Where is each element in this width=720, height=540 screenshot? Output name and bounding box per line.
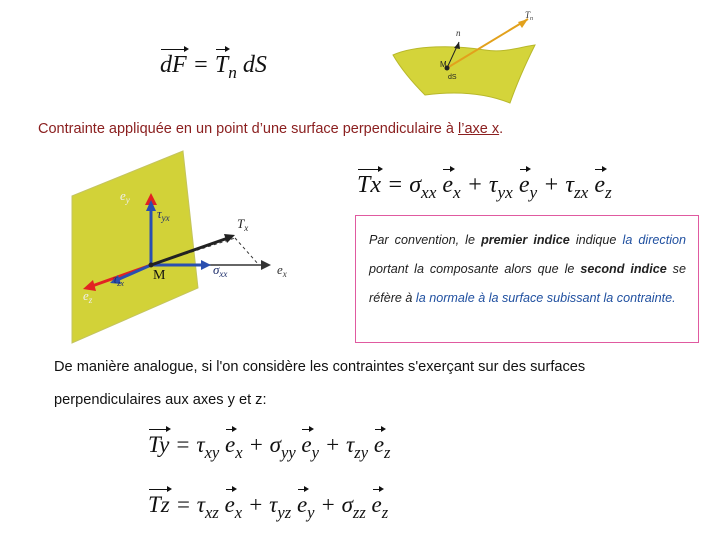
tx-dashed-2 xyxy=(235,238,259,265)
convention-text-7: se réfère à xyxy=(369,262,686,305)
formula-tx xyxy=(357,172,612,203)
m-label: M xyxy=(153,268,166,283)
tx-label: $T_x$ xyxy=(237,216,249,233)
vector-t: T xyxy=(214,52,229,78)
formula-df-tsub: n xyxy=(228,63,237,83)
formula-df xyxy=(160,52,267,83)
vector-f: dF xyxy=(160,52,187,78)
convention-text-9: . xyxy=(672,291,676,305)
ty-t3: τ xyxy=(346,432,355,457)
convention-second-indice: second indice xyxy=(580,262,667,276)
section-title-axis: l’axe x xyxy=(458,121,500,137)
point-m-label: M xyxy=(440,60,447,69)
ty-plus2: + xyxy=(324,432,341,457)
ty-eq: = xyxy=(175,432,191,457)
ty-t1: τ xyxy=(196,432,205,457)
tx-t1-sub: xx xyxy=(421,183,437,203)
tz-e2: e xyxy=(296,492,308,517)
tz-t3: σ xyxy=(341,492,353,517)
section-title xyxy=(38,121,503,137)
ty-t2-sub: yy xyxy=(280,442,296,462)
convention-box xyxy=(355,215,699,343)
convention-text-5: portant la composante alors que le xyxy=(369,262,581,276)
ty-e2: e xyxy=(301,432,312,457)
paragraph-line-1: De manière analogue, si l'on considère les contraintes s'exerçant sur des surfaces xyxy=(54,359,586,375)
tx-e2: e xyxy=(518,172,530,198)
ty-plus1: + xyxy=(248,432,264,457)
convention-premier-indice: premier indice xyxy=(481,233,570,247)
section-title-suffix: . xyxy=(499,121,504,137)
tz-plus2: + xyxy=(320,492,336,517)
convention-text-3: indique xyxy=(569,233,623,247)
tx-plus2: + xyxy=(543,172,560,198)
convention-normale: la normale à la surface subissant la contrainte xyxy=(415,291,673,305)
section-title-prefix: Contrainte appliquée en un point d’une surface perpendiculaire à xyxy=(38,121,458,137)
tx-t3: τ xyxy=(565,172,574,198)
formula-df-ds: dS xyxy=(242,52,267,78)
ty-e3-sub: z xyxy=(384,442,391,462)
tx-t3-sub: zx xyxy=(573,183,589,203)
formula-tz xyxy=(148,492,389,522)
yellow-plane xyxy=(72,151,198,343)
curved-surface xyxy=(393,45,535,103)
ey-label: $e_y$ xyxy=(120,188,130,205)
tz-eq: = xyxy=(175,492,192,517)
x-axis-head xyxy=(261,260,271,270)
tz-e3-sub: z xyxy=(381,502,389,522)
ty-e1: e xyxy=(225,432,236,457)
tn-head xyxy=(518,19,528,28)
sxx-vector-head xyxy=(201,260,211,270)
formula-df-eq: = xyxy=(192,52,209,78)
tx-eq: = xyxy=(387,172,404,198)
tx-e3-sub: z xyxy=(605,183,612,203)
convention-la-direction: la direction xyxy=(622,233,686,247)
ty-t2: σ xyxy=(269,432,281,457)
ty-t3-sub: zy xyxy=(354,442,369,462)
normal-n-label: n xyxy=(456,28,461,38)
tz-e2-sub: y xyxy=(307,502,315,522)
tz-t2: τ xyxy=(269,492,278,517)
tyx-label: $\tau_{yx}$ xyxy=(157,206,170,223)
ds-label: dS xyxy=(448,74,457,81)
convention-text-1: Par convention, le xyxy=(369,233,482,247)
tzx-label: $\tau_{zx}$ xyxy=(113,272,124,288)
tx-e3: e xyxy=(594,172,605,198)
tx-t1: σ xyxy=(409,172,422,198)
tz-plus1: + xyxy=(247,492,264,517)
tx-e1-sub: x xyxy=(453,183,461,203)
sxx-label: $\sigma_{xx}$ xyxy=(213,262,228,279)
ty-lhs: Ty xyxy=(148,432,170,457)
tz-t3-sub: zz xyxy=(352,502,366,522)
tz-t1-sub: xz xyxy=(205,502,219,522)
tx-lhs: Tx xyxy=(357,172,381,198)
ex-label: $e_x$ xyxy=(277,262,287,279)
point-m-dot xyxy=(149,263,154,268)
tz-t2-sub: yz xyxy=(277,502,292,522)
tz-lhs: Tz xyxy=(148,492,170,517)
tx-e1: e xyxy=(442,172,454,198)
surface-figure xyxy=(385,5,555,105)
ty-t1-sub: xy xyxy=(204,442,220,462)
formula-ty xyxy=(148,432,391,462)
tn-label: $T_n$ xyxy=(525,10,534,22)
ez-label: $e_z$ xyxy=(83,288,93,305)
normal-n-head xyxy=(454,42,460,49)
plane-figure xyxy=(65,148,335,348)
tx-t2: τ xyxy=(488,172,498,198)
ty-e1-sub: x xyxy=(235,442,243,462)
tz-e3: e xyxy=(371,492,382,517)
tx-t2-sub: yx xyxy=(497,183,513,203)
ty-e3: e xyxy=(373,432,385,457)
tz-t1: τ xyxy=(196,492,206,517)
paragraph-line-2: perpendiculaires aux axes y et z: xyxy=(54,392,267,408)
tz-e1: e xyxy=(224,492,235,517)
tz-e1-sub: x xyxy=(234,502,243,522)
tx-e2-sub: y xyxy=(529,183,538,203)
ty-e2-sub: y xyxy=(311,442,319,462)
tx-plus1: + xyxy=(466,172,483,198)
